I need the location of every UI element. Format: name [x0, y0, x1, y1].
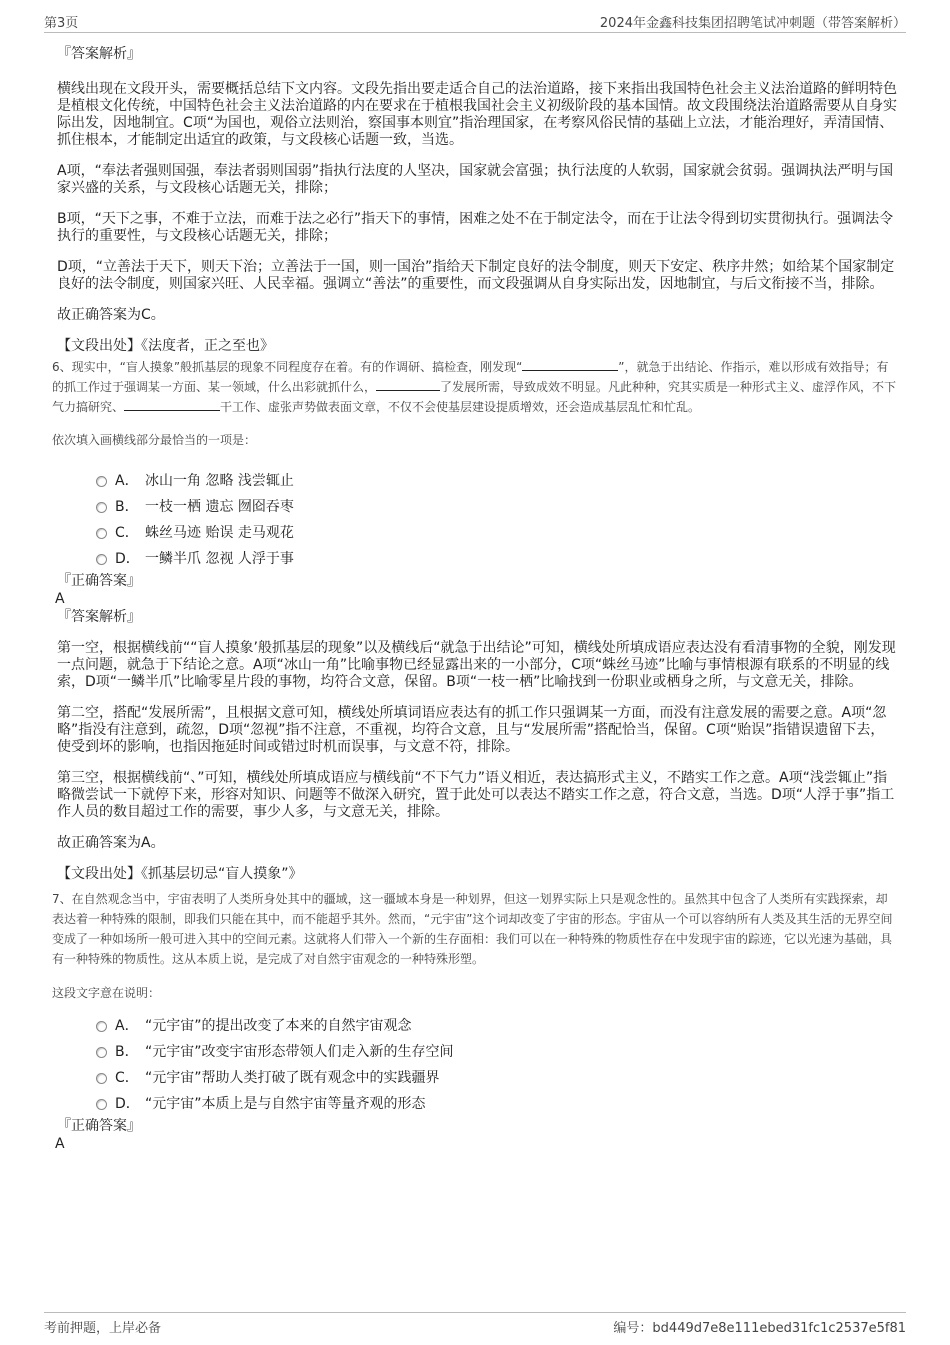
radio-icon[interactable] [96, 476, 107, 487]
radio-icon[interactable] [96, 528, 107, 539]
analysis-paragraph: A项，“奉法者强则国强，奉法者弱则国弱”指执行法度的人坚决，国家就会富强；执行法度的人软弱，国家就会贫弱。强调执法严明与国家兴盛的关系，与文段核心话题无关，排除； [57, 163, 894, 196]
option-b[interactable]: B． 一枝一栖 遗忘 囫囵吞枣 [57, 494, 897, 520]
analysis-tag: 『答案解析』 [57, 609, 141, 625]
document-code: 编号：bd449d7e8e111ebed31fc1c2537e5f81 [613, 1321, 906, 1336]
answer-tag: 『正确答案』 [57, 1118, 141, 1134]
question-stem: 7、在自然观念当中，宇宙表明了人类所身处其中的疆域，这一疆域本身是一种划界，但这一划界实际上只是观念性的。虽然其中包含了人类所有实践探索，却表达着一种特殊的限制，即我们只能在其中，而不能超乎其外。然而，“元宇宙”这个词却改变了宇宙的形态。宇宙从一个可以容纳所有人类及其生活的无界空间变成了一种如场所一般可进入其中的空间元素。这就将人们带入一个新的生存面相：我们可以在一种特殊的物质性存在中发现宇宙的踪迹，它以光速为基础，具有一种特殊的物质性。这从本质上说，是完成了对自然宇宙观念的一种特殊形塑。 [52, 892, 893, 966]
source-note: 【文段出处】《法度者，正之至也》 [57, 338, 274, 354]
page-footer [44, 1312, 906, 1336]
question-prompt: 依次填入画横线部分最恰当的一项是： [52, 433, 257, 447]
option-a[interactable]: A． “元宇宙”的提出改变了本来的自然宇宙观念 [57, 1013, 897, 1039]
analysis-paragraph: D项，“立善法于天下，则天下治；立善法于一国，则一国治”指给天下制定良好的法令制度，则天下安定、秩序井然；如给某个国家制定良好的法令制度，则国家兴旺、人民幸福。强调立“善法”的重要性，而文段强调从自身实际出发，因地制宜，与后文衔接不当，排除。 [57, 259, 895, 292]
analysis-paragraph: 第二空，搭配“发展所需”，且根据文意可知，横线处所填词语应表达有的抓工作只强调某一方面，而没有注意发展的需要之意。A项“忽略”指没有注意到，疏忽，D项“忽视”指不注意，不重视，均符合文意，且与“发展所需”搭配恰当，保留。C项“贻误”指错误遗留下去，使受到坏的影响，也指因拖延时间或错过时机而误事，与文意不符，排除。 [57, 705, 887, 755]
analysis-paragraph: 横线出现在文段开头，需要概括总结下文内容。文段先指出要走适合自己的法治道路，接下来指出我国特色社会主义法治道路的鲜明特色是植根文化传统，中国特色社会主义法治道路的内在要求在于植根我国社会主义初级阶段的基本国情。故文段围绕法治道路需要从自身实际出发，因地制宜。C项“为国也，观俗立法则治，察国事本则宜”指治理国家，在考察风俗民情的基础上立法，才能治理好，弄清国情、抓住根本，才能制定出适宜的政策，与文段核心话题一致，当选。 [57, 81, 897, 148]
footer-slogan: 考前押题，上岸必备 [44, 1321, 162, 1336]
option-b[interactable]: B． “元宇宙”改变宇宙形态带领人们走入新的生存空间 [57, 1039, 897, 1065]
analysis-paragraph: 第三空，根据横线前“、”可知，横线处所填成语应与横线前“不下气力”语义相近，表达搞形式主义，不踏实工作之意。A项“浅尝辄止”指略微尝试一下就停下来，形容对知识、问题等不做深入研究，置于此处可以表达不踏实工作之意，符合文意，当选。D项“人浮于事”指工作人员的数目超过工作的需要，事少人多，与文意无关，排除。 [57, 770, 895, 820]
analysis-tag: 『答案解析』 [57, 46, 141, 62]
options-list [57, 468, 897, 572]
radio-icon[interactable] [96, 1099, 107, 1110]
option-d[interactable]: D． “元宇宙”本质上是与自然宇宙等量齐观的形态 [57, 1091, 897, 1117]
radio-icon[interactable] [96, 1021, 107, 1032]
question-stem: 6、现实中，“盲人摸象”般抓基层的现象不同程度存在着。有的作调研、搞检查，刚发现“ ”，就急于出结论、作指示，难以形成有效指导；有的抓工作过于强调某一方面、某一领域，什么出彩就抓什么， 了发展所需，导致成效不明显。凡此种种，究其实质是一种形式主义、虚浮作风，不下气力搞研究、 干工作、虚张声势做表面文章，不仅不会使基层建设提质增效，还会造成基层乱忙和忙乱。 [52, 360, 897, 414]
blank-line [124, 398, 220, 411]
option-d[interactable]: D． 一鳞半爪 忽视 人浮于事 [57, 546, 897, 572]
analysis-paragraph: 第一空，根据横线前““盲人摸象’般抓基层的现象”以及横线后“就急于出结论”可知，横线处所填成语应表达没有看清事物的全貌，刚发现一点问题，就急于下结论之意。A项“冰山一角”比喻事物已经显露出来的一小部分，C项“蛛丝马迹”比喻与事情根源有联系的不明显的线索，D项“一鳞半爪”比喻零星片段的事物，均符合文意，保留。B项“一枝一栖”比喻找到一份职业或栖身之所，与文意无关，排除。 [57, 640, 896, 690]
page-content [52, 44, 897, 1153]
radio-icon[interactable] [96, 502, 107, 513]
radio-icon[interactable] [96, 1073, 107, 1084]
radio-icon[interactable] [96, 554, 107, 565]
correct-answer-statement: 故正确答案为C。 [57, 307, 165, 323]
option-a[interactable]: A． 冰山一角 忽略 浅尝辄止 [57, 468, 897, 494]
answer-tag: 『正确答案』 [57, 573, 141, 589]
page-header [44, 12, 906, 33]
option-c[interactable]: C． 蛛丝马迹 贻误 走马观花 [57, 520, 897, 546]
blank-line [376, 378, 440, 391]
answer-value: A [55, 591, 65, 607]
answer-value: A [55, 1136, 65, 1152]
blank-line [522, 358, 618, 371]
radio-icon[interactable] [96, 1047, 107, 1058]
analysis-paragraph: B项，“天下之事，不难于立法，而难于法之必行”指天下的事情，困难之处不在于制定法令，而在于让法令得到切实贯彻执行。强调法令执行的重要性，与文段核心话题无关，排除； [57, 211, 894, 244]
page-number: 第3页 [44, 16, 79, 31]
source-note: 【文段出处】《抓基层切忌“盲人摸象”》 [57, 866, 303, 882]
options-list [57, 1013, 897, 1117]
correct-answer-statement: 故正确答案为A。 [57, 835, 165, 851]
question-prompt: 这段文字意在说明： [52, 986, 161, 1000]
option-c[interactable]: C． “元宇宙”帮助人类打破了既有观念中的实践疆界 [57, 1065, 897, 1091]
document-title: 2024年金鑫科技集团招聘笔试冲刺题（带答案解析） [599, 16, 906, 31]
